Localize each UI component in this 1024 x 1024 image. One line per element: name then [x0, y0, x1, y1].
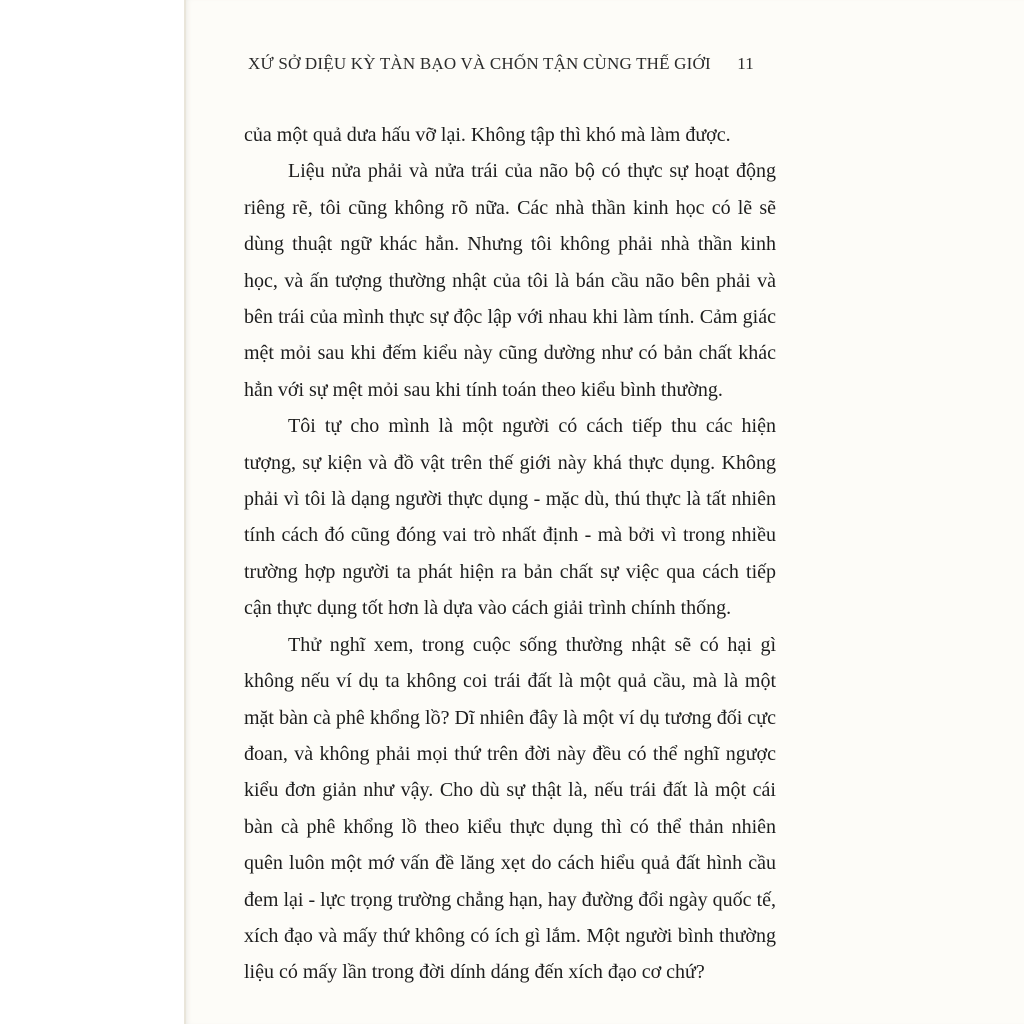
running-head-title: XỨ SỞ DIỆU KỲ TÀN BẠO VÀ CHỐN TẬN CÙNG THẾ GIỚI — [248, 54, 711, 73]
paragraph-continued: của một quả dưa hấu vỡ lại. Không tập thì khó mà làm được. — [244, 124, 731, 146]
paragraph: Liệu nửa phải và nửa trái của não bộ có thực sự hoạt động riêng rẽ, tôi cũng không rõ nữa. Các nhà thần kinh học có lẽ sẽ dùng thuật ngữ khác hẳn. Nhưng tôi không phải nhà thần kinh học, và ấn tượng thường nhật của tôi là bán cầu não bên phải và bên trái của mình thực sự độc lập với nhau khi làm tính. Cảm giác mệt mỏi sau khi đếm kiểu này cũng dường như có bản chất khác hẳn với sự mệt mỏi sau khi tính toán theo kiểu bình thường. — [244, 160, 776, 401]
paragraph: Thử nghĩ xem, trong cuộc sống thường nhật sẽ có hại gì không nếu ví dụ ta không coi trái đất là một quả cầu, mà là một mặt bàn cà phê khổng lồ? Dĩ nhiên đây là một ví dụ tương đối cực đoan, và không phải mọi thứ trên đời này đều có thể nghĩ ngược kiểu đơn giản như vậy. Cho dù sự thật là, nếu trái đất là một cái bàn cà phê khổng lồ theo kiểu thực dụng thì có thể thản nhiên quên luôn một mớ vấn đề lăng xẹt do cách hiểu quả đất hình cầu đem lại - lực trọng trường chẳng hạn, hay đường đổi ngày quốc tế, xích đạo và mấy thứ không có ích gì lắm. Một người bình thường liệu có mấy lần trong đời dính dáng đến xích đạo cơ chứ? — [244, 633, 776, 984]
paragraph: Tôi tự cho mình là một người có cách tiếp thu các hiện tượng, sự kiện và đồ vật trên thế giới này khá thực dụng. Không phải vì tôi là dạng người thực dụng - mặc dù, thú thực là tất nhiên tính cách đó cũng đóng vai trò nhất định - mà bởi vì trong nhiều trường hợp người ta phát hiện ra bản chất sự việc qua cách tiếp cận thực dụng tốt hơn là dựa vào cách giải trình chính thống. — [244, 415, 776, 620]
page-gutter-edge — [184, 0, 186, 1024]
body-text — [244, 117, 776, 991]
page-number: 11 — [737, 54, 754, 73]
running-head — [248, 54, 768, 80]
